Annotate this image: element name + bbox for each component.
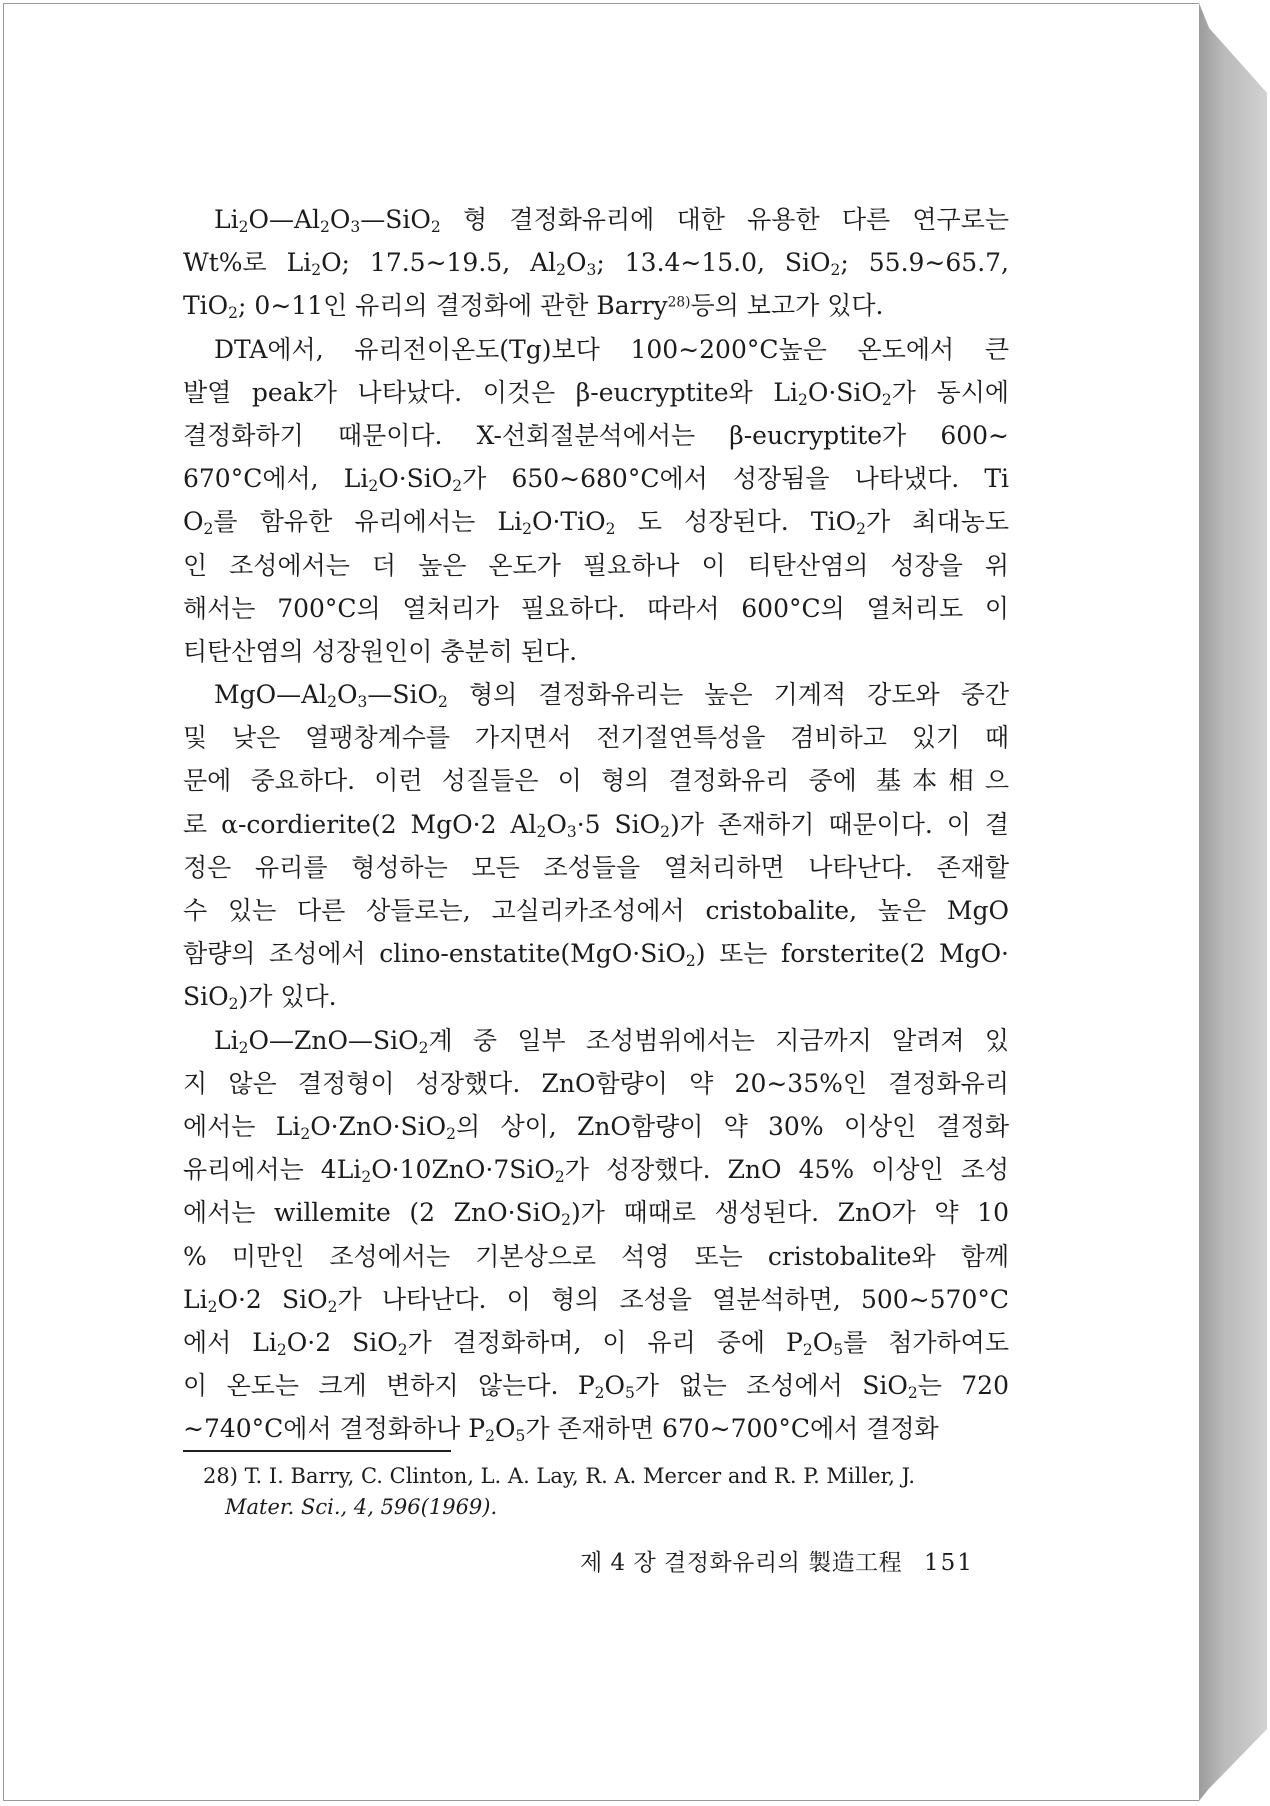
text-line: ∼740°C에서 결정화하나 $P_2O_5$가 존재하면 670∼700°C에서 결정화 xyxy=(183,1414,939,1446)
text-line: DTA에서, 유리전이온도(Tg)보다 100∼200°C높은 온도에서 큰 xyxy=(214,334,1009,364)
text-line: Wt%로 $Li_2O$; 17.5∼19.5, $Al_2O_3$; 13.4∼15.0, SiO$_2$; 55.9∼65.7, xyxy=(183,248,1009,280)
text-line: 인 조성에서는 더 높은 온도가 필요하나 이 티탄산염의 성장을 위 xyxy=(183,550,1009,580)
text-line: TiO$_2$; 0∼11인 유리의 결정화에 관한 Barry$^{28)}$등의 보고가 있다. xyxy=(183,291,884,323)
text-line: $Li_2O\cdot 2$ SiO$_2$가 나타난다. 이 형의 조성을 열분석하면, 500∼570°C xyxy=(183,1284,1009,1316)
text-line: 발열 peak가 나타났다. 이것은 β-eucryptite와 $Li_2O\cdot SiO_2$가 동시에 xyxy=(183,377,1009,409)
page-number: 151 xyxy=(923,1550,974,1576)
text-line: % 미만인 조성에서는 기본상으로 석영 또는 cristobalite와 함께 xyxy=(183,1241,1009,1271)
text-line: $MgO—Al_2O_3—SiO_2$ 형의 결정화유리는 높은 기계적 강도와 중간 xyxy=(214,680,1009,711)
running-footer xyxy=(580,1544,974,1577)
text-line: 이 온도는 크게 변하지 않는다. $P_2O_5$가 없는 조성에서 SiO$_2$는 720 xyxy=(183,1371,1009,1402)
paragraph-li2o-al2o3 xyxy=(183,198,1009,328)
text-line: 지 않은 결정형이 성장했다. ZnO함량이 약 20∼35%인 결정화유리 xyxy=(183,1068,1009,1098)
text-line: 로 α-cordierite(2 MgO·2 $Al_2O_3\cdot 5$ SiO$_2$)가 존재하기 때문이다. 이 결 xyxy=(183,809,1009,841)
text-line: 함량의 조성에서 clino-enstatite(MgO·SiO$_2$) 또는 forsterite(2 MgO· xyxy=(183,939,1009,971)
footnote xyxy=(203,1461,1003,1523)
text-line: 및 낮은 열팽창계수를 가지면서 전기절연특성을 겸비하고 있기 때 xyxy=(183,723,1009,753)
body-text xyxy=(183,198,1009,1450)
text-line: 에서는 $Li_2O\cdot ZnO\cdot SiO_2$의 상이, ZnO함량이 약 30% 이상인 결정화 xyxy=(183,1111,1009,1143)
footnote-rule xyxy=(183,1450,451,1452)
text-line: 결정화하기 때문이다. X-선회절분석에서는 β-eucryptite가 600∼ xyxy=(183,420,1009,450)
paragraph-mgo xyxy=(183,673,1009,1019)
text-line: 티탄산염의 성장원인이 충분히 된다. xyxy=(183,636,578,666)
text-line: 수 있는 다른 상들로는, 고실리카조성에서 cristobalite, 높은 MgO xyxy=(183,896,1009,925)
text-line: 670°C에서, $Li_2O\cdot SiO_2$가 650∼680°C에서 성장됨을 나타냈다. Ti xyxy=(183,464,1009,495)
text-line: $O_2$를 함유한 유리에서는 $Li_2O\cdot TiO_2$ 도 성장된다. TiO$_2$가 최대농도 xyxy=(183,507,1009,539)
chapter-title: 제 4 장 결정화유리의 製造工程 xyxy=(580,1550,903,1576)
paragraph-dta xyxy=(183,328,1009,674)
paragraph-zno xyxy=(183,1019,1009,1451)
text-line: 에서 $Li_2O\cdot 2$ SiO$_2$가 결정화하며, 이 유리 중에 $P_2O_5$를 첨가하여도 xyxy=(183,1327,1009,1359)
page-edge-shadow xyxy=(1199,3,1267,1801)
text-line: 유리에서는 $4Li_2O\cdot 10ZnO\cdot 7SiO_2$가 성장했다. ZnO 45% 이상인 조성 xyxy=(183,1155,1009,1186)
text-line: 문에 중요하다. 이런 성질들은 이 형의 결정화유리 중에 基本相으 xyxy=(183,766,1009,796)
text-line: 정은 유리를 형성하는 모든 조성들을 열처리하면 나타난다. 존재할 xyxy=(183,852,1009,882)
footnote-line-1: 28) T. I. Barry, C. Clinton, L. A. Lay, R. A. Mercer and R. P. Miller, J. xyxy=(203,1464,916,1488)
text-line: 해서는 700°C의 열처리가 필요하다. 따라서 600°C의 열처리도 이 xyxy=(183,593,1009,623)
footnote-line-2: Mater. Sci., 4, 596(1969). xyxy=(225,1495,498,1519)
text-line: $Li_2O—Al_2O_3—SiO_2$ 형 결정화유리에 대한 유용한 다른 연구로는 xyxy=(214,205,1009,236)
text-line: SiO$_2$)가 있다. xyxy=(183,982,337,1014)
text-line: $Li_2O—ZnO—SiO_2$계 중 일부 조성범위에서는 지금까지 알려져 있 xyxy=(214,1025,1009,1057)
text-line: 에서는 willemite (2 ZnO·SiO$_2$)가 때때로 생성된다. ZnO가 약 10 xyxy=(183,1198,1009,1230)
